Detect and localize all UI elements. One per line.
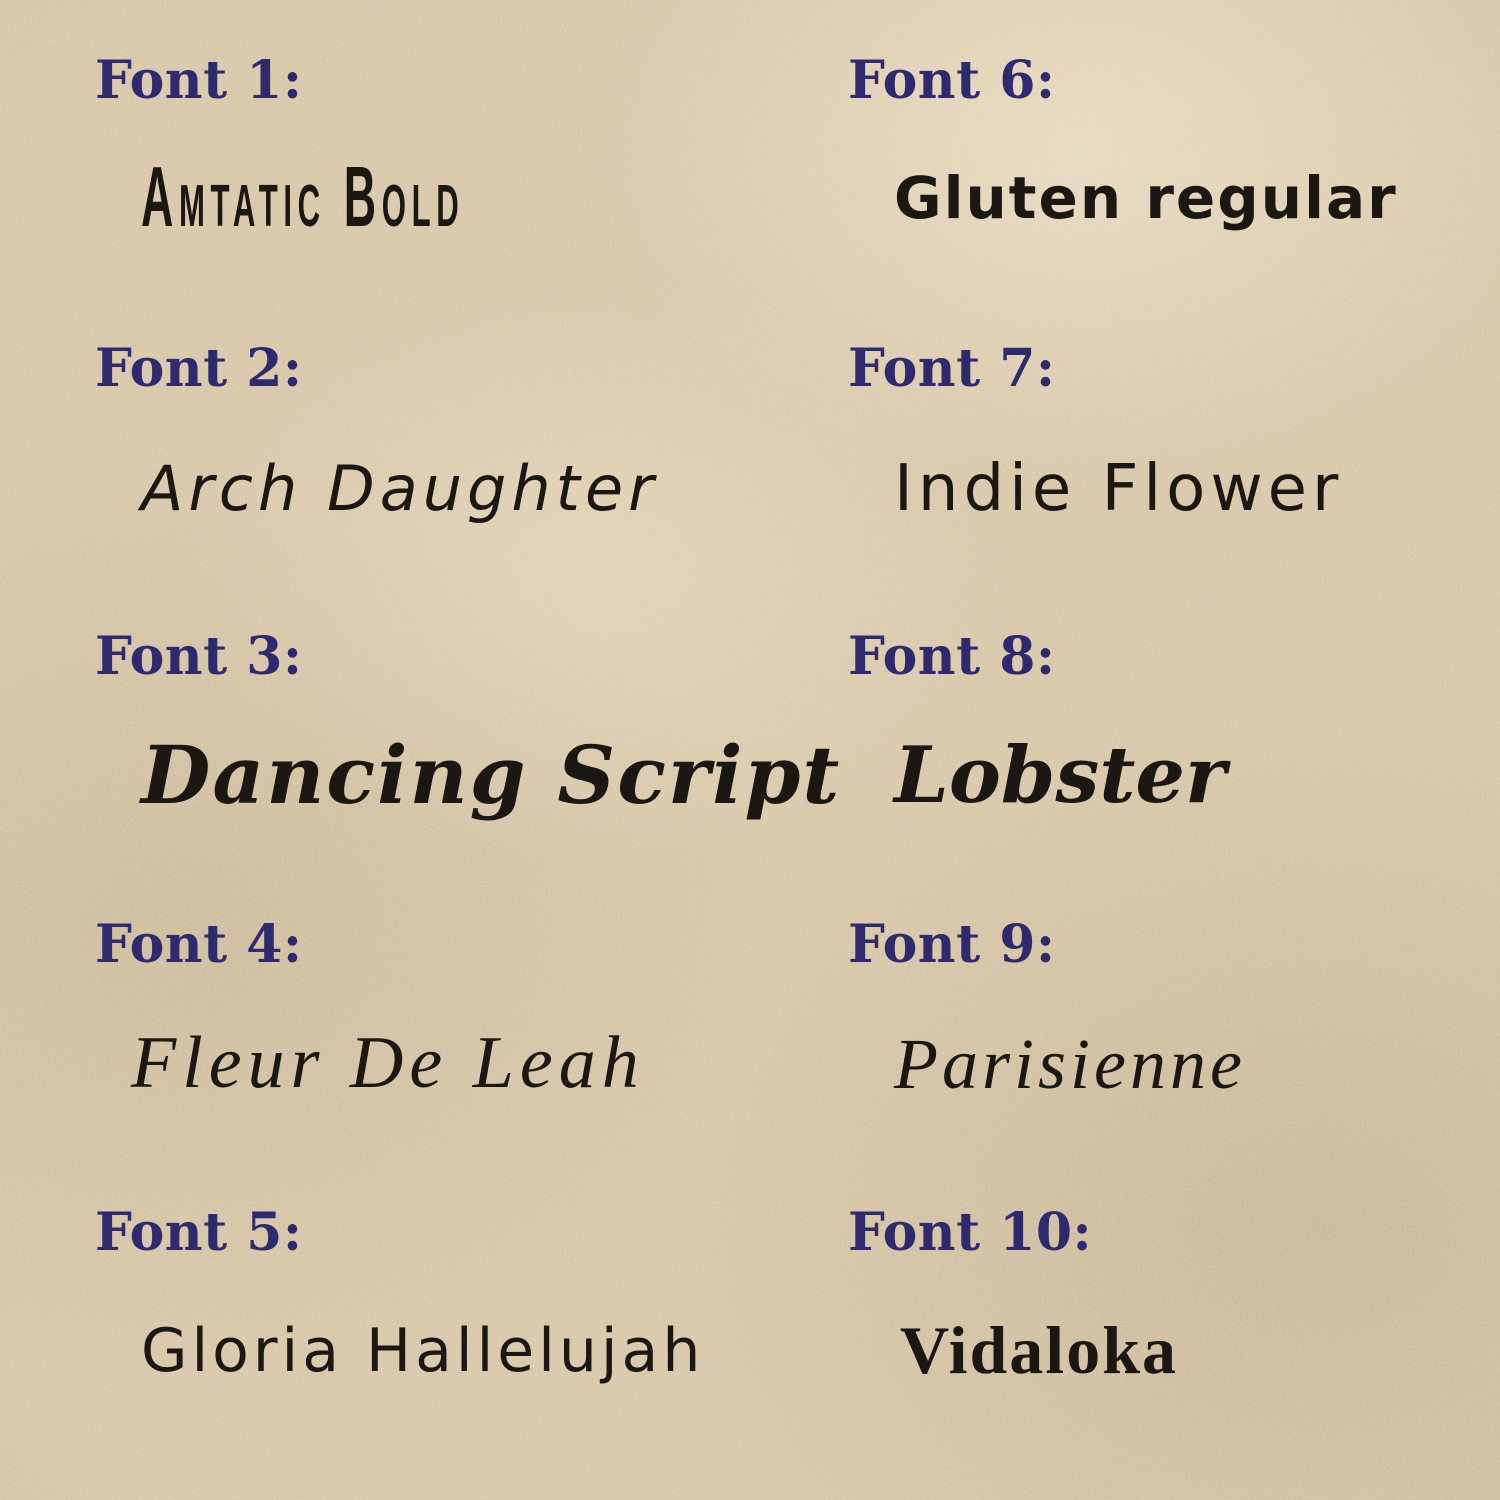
font-number-label: Font 9: — [848, 914, 1056, 975]
font-sample-text: Gloria Hallelujah — [141, 1316, 705, 1387]
font-number-label: Font 2: — [95, 338, 303, 399]
font-sample-item-3 — [95, 626, 842, 916]
font-sample-text: Dancing Script — [141, 728, 842, 823]
font-number-label: Font 10: — [848, 1202, 1093, 1263]
font-number-label: Font 8: — [848, 626, 1056, 687]
font-list-left-column — [95, 50, 842, 1492]
font-list-right-column — [848, 52, 1448, 1492]
font-sample-item-2 — [95, 340, 775, 628]
font-sample-item-8 — [848, 628, 1448, 916]
font-number-label: Font 3: — [95, 626, 303, 687]
font-sample-text: Amtatic Bold — [141, 148, 465, 245]
font-sample-item-7 — [848, 340, 1448, 628]
font-number-label: Font 6: — [848, 50, 1056, 111]
font-sample-item-6 — [848, 52, 1448, 340]
font-sample-text: Indie Flower — [894, 452, 1344, 527]
font-number-label: Font 7: — [848, 338, 1056, 399]
font-sample-item-5 — [95, 1204, 775, 1492]
font-sample-text: Vidaloka — [900, 1312, 1179, 1389]
font-sample-text: Arch Daughter — [141, 452, 659, 526]
font-sample-item-9 — [848, 916, 1448, 1204]
font-sample-text: Fleur De Leah — [131, 1022, 645, 1105]
font-sample-text: Parisienne — [894, 1024, 1246, 1105]
font-sample-item-1 — [95, 52, 775, 340]
font-number-label: Font 5: — [95, 1202, 303, 1263]
font-sample-item-4 — [95, 916, 775, 1204]
font-sample-text: Lobster — [894, 730, 1227, 822]
font-sample-text: Gluten regular — [894, 164, 1398, 233]
font-number-label: Font 1: — [95, 50, 303, 111]
font-sample-item-10 — [848, 1204, 1448, 1492]
font-number-label: Font 4: — [95, 914, 303, 975]
